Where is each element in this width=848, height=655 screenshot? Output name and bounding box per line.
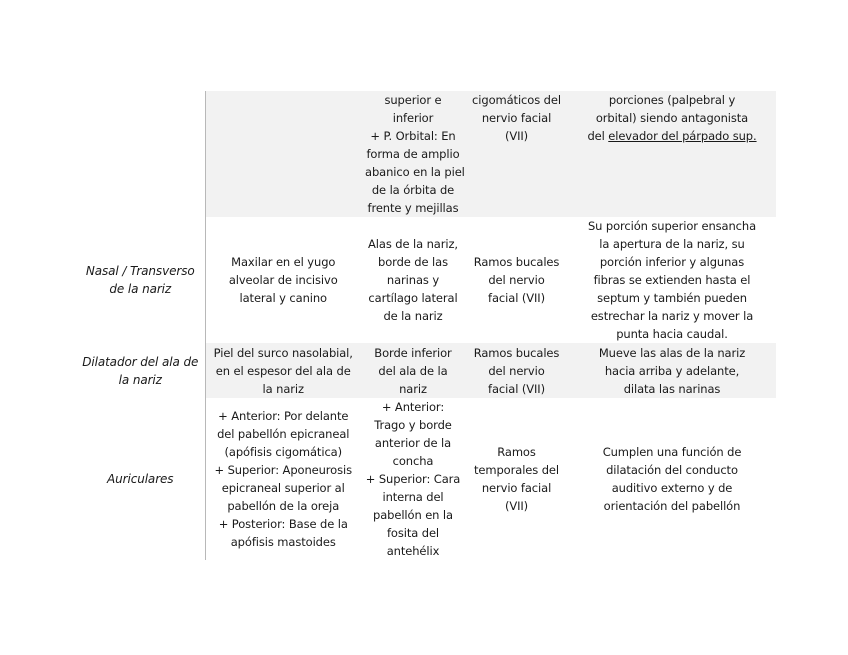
cell-line: pabellón en la bbox=[373, 508, 453, 522]
action-cell bbox=[568, 343, 776, 398]
muscle-name-cell bbox=[78, 398, 205, 560]
cell-line: de la órbita de bbox=[371, 183, 455, 197]
origin-cell bbox=[205, 91, 361, 217]
table-row bbox=[78, 91, 776, 217]
cell-line: orbital) siendo antagonista bbox=[595, 111, 749, 125]
cell-line: septum y también pueden bbox=[597, 291, 747, 305]
origin-cell bbox=[205, 343, 361, 398]
cell-line: del nervio bbox=[488, 363, 545, 378]
cell-line: + Anterior: Por delante bbox=[218, 409, 349, 423]
cell-line: superior e bbox=[384, 93, 442, 107]
cell-line: anterior de la bbox=[374, 436, 452, 450]
cell-line: narinas y bbox=[386, 273, 440, 287]
cell-line: inferior bbox=[392, 111, 434, 125]
cell-line: Ramos bbox=[497, 445, 536, 459]
muscle-name-line: Auriculares bbox=[107, 472, 174, 486]
cell-line: facial (VII) bbox=[488, 381, 545, 396]
cell-line: antehélix bbox=[386, 544, 440, 558]
insertion-cell bbox=[361, 398, 465, 560]
cell-line: Borde inferior bbox=[374, 345, 452, 360]
cell-line: del pabellón epicraneal bbox=[217, 427, 350, 441]
cell-line: cigomáticos del bbox=[472, 93, 561, 107]
cell-line: + Anterior: bbox=[381, 400, 445, 414]
cell-line: dilata las narinas bbox=[623, 381, 721, 396]
cell-line: lateral y canino bbox=[239, 291, 327, 305]
cell-line: Maxilar en el yugo bbox=[231, 255, 336, 269]
cell-line: porciones (palpebral y bbox=[608, 93, 736, 107]
cell-line: fibras se extienden hasta el bbox=[593, 273, 751, 287]
cell-line: (apófisis cigomática) bbox=[224, 445, 342, 459]
cell-line: porción inferior y algunas bbox=[599, 255, 745, 269]
muscle-name-cell bbox=[78, 91, 205, 217]
cell-line: Su porción superior ensancha bbox=[587, 219, 757, 233]
table-row bbox=[78, 217, 776, 343]
cell-line: + P. Orbital: En bbox=[370, 129, 456, 143]
cell-line: nervio facial bbox=[481, 111, 552, 125]
action-prefix: del bbox=[587, 129, 609, 143]
cell-line bbox=[572, 127, 772, 145]
cell-line: abanico en la piel bbox=[365, 165, 465, 179]
facial-muscles-table bbox=[78, 91, 777, 560]
cell-line: + Superior: Aponeurosis bbox=[214, 463, 352, 477]
muscle-name-line: de la nariz bbox=[109, 282, 172, 296]
cell-line: pabellón de la oreja bbox=[227, 499, 340, 513]
cell-line: dilatación del conducto bbox=[606, 463, 738, 477]
cell-line: de la nariz bbox=[383, 309, 443, 323]
cell-line: temporales del bbox=[474, 463, 559, 477]
cell-line: + Superior: Cara bbox=[365, 472, 461, 486]
action-cell bbox=[568, 398, 776, 560]
cell-line: (VII) bbox=[504, 129, 529, 143]
muscle-name-cell bbox=[78, 343, 205, 398]
cell-line: del ala de la bbox=[378, 363, 448, 378]
cell-line: (VII) bbox=[504, 499, 529, 513]
muscle-name-line: Dilatador del ala de bbox=[82, 354, 199, 369]
cell-line: Ramos bucales bbox=[473, 345, 560, 360]
insertion-cell bbox=[361, 91, 465, 217]
insertion-cell bbox=[361, 343, 465, 398]
nerve-cell bbox=[465, 343, 568, 398]
underlined-term: elevador del párpado sup. bbox=[608, 129, 757, 143]
cell-line: Mueve las alas de la nariz bbox=[598, 345, 746, 360]
cell-line: nervio facial bbox=[481, 481, 552, 495]
cell-line: facial (VII) bbox=[488, 291, 545, 305]
cell-line: del nervio bbox=[488, 273, 545, 287]
cell-line: orientación del pabellón bbox=[603, 499, 741, 513]
muscle-name-cell bbox=[78, 217, 205, 343]
cell-line: frente y mejillas bbox=[367, 201, 459, 215]
cell-line: Ramos bucales bbox=[473, 255, 560, 269]
origin-cell bbox=[205, 398, 361, 560]
cell-line: apófisis mastoides bbox=[230, 535, 336, 549]
cell-line: epicraneal superior al bbox=[221, 481, 345, 495]
cell-line: hacia arriba y adelante, bbox=[604, 363, 740, 378]
muscle-name-line: Nasal / Transverso bbox=[85, 264, 195, 278]
cell-line: nariz bbox=[399, 381, 427, 396]
cell-line: Cumplen una función de bbox=[602, 445, 742, 459]
table-row bbox=[78, 343, 776, 398]
action-cell bbox=[568, 91, 776, 217]
cell-line: cartílago lateral bbox=[368, 291, 458, 305]
cell-line: punta hacia caudal. bbox=[616, 327, 728, 341]
table-row bbox=[78, 398, 776, 560]
cell-line: concha bbox=[392, 454, 434, 468]
nerve-cell bbox=[465, 217, 568, 343]
cell-line: Piel del surco nasolabial, bbox=[213, 345, 353, 360]
cell-line: interna del bbox=[382, 490, 444, 504]
origin-cell bbox=[205, 217, 361, 343]
cell-line: Alas de la nariz, bbox=[368, 237, 458, 251]
cell-line: la nariz bbox=[262, 381, 304, 396]
cell-line: en el espesor del ala de bbox=[215, 363, 351, 378]
cell-line: forma de amplio bbox=[366, 147, 460, 161]
cell-line: fosita del bbox=[386, 526, 440, 540]
cell-line: + Posterior: Base de la bbox=[218, 517, 348, 531]
cell-line: Trago y borde bbox=[374, 418, 452, 432]
cell-line: la apertura de la nariz, su bbox=[599, 237, 745, 251]
cell-line: borde de las bbox=[378, 255, 448, 269]
nerve-cell bbox=[465, 398, 568, 560]
muscle-name-line: la nariz bbox=[118, 372, 162, 387]
cell-line: estrechar la nariz y mover la bbox=[590, 309, 754, 323]
nerve-cell bbox=[465, 91, 568, 217]
insertion-cell bbox=[361, 217, 465, 343]
cell-line: auditivo externo y de bbox=[611, 481, 733, 495]
action-cell bbox=[568, 217, 776, 343]
cell-line: alveolar de incisivo bbox=[228, 273, 338, 287]
